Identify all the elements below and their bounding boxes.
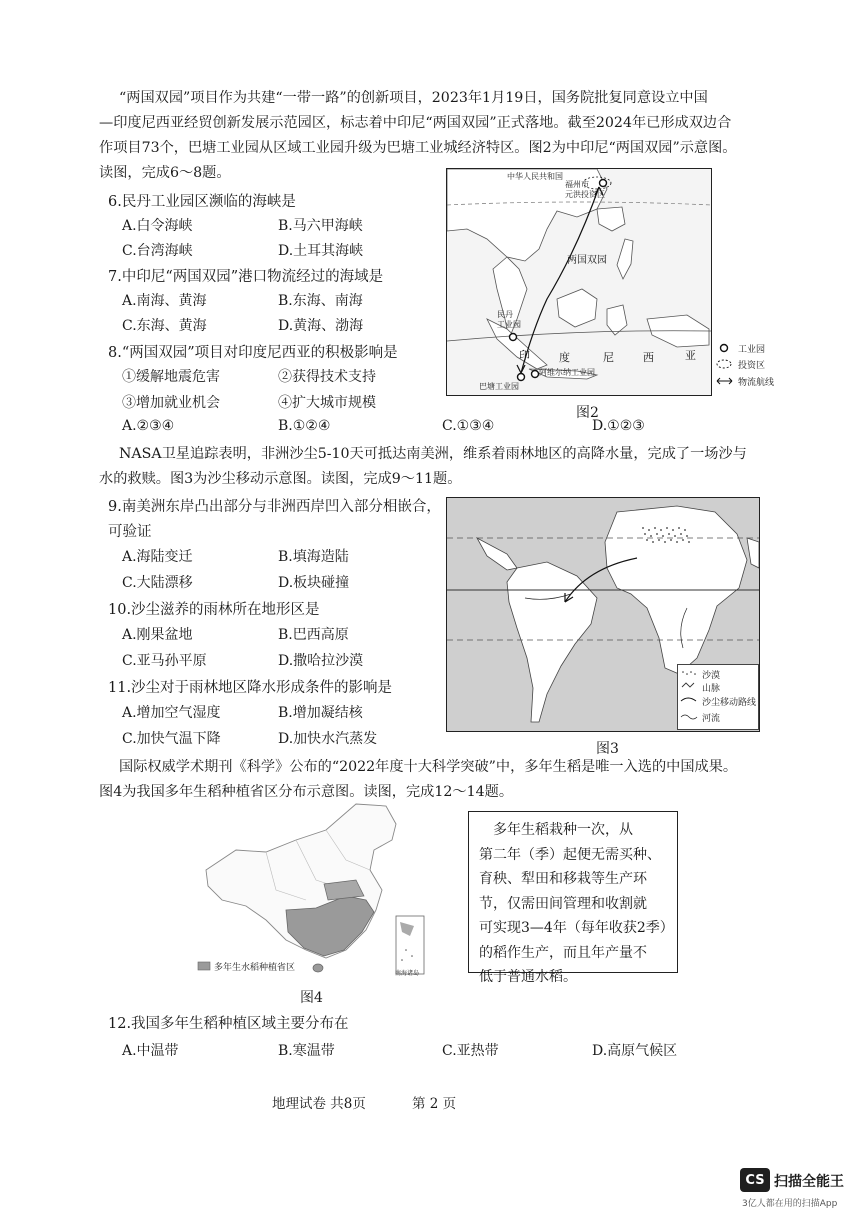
map-label-mindan-park: 工业园	[497, 320, 521, 329]
map-label-batang: 巴塘工业园	[479, 382, 519, 391]
question-9-option-a: A.海陆变迁	[122, 549, 193, 565]
scanner-watermark	[740, 1168, 850, 1208]
map-label-ni: 尼	[603, 351, 614, 364]
question-6-option-d: D.土耳其海峡	[278, 243, 364, 259]
legend-dust-route: 沙尘移动路线	[702, 698, 757, 708]
question-12-option-d: D.高原气候区	[592, 1043, 678, 1059]
figure-2-caption: 图2	[576, 405, 599, 421]
map-label-du: 度	[559, 351, 570, 364]
map-label-yuanhong: 元洪投资区	[565, 190, 605, 199]
map-label-aqiao: 阿维尔纳工业园	[539, 368, 595, 377]
question-6-option-a: A.白令海峡	[122, 218, 193, 234]
figure-4-inset-label: 南海诸岛	[395, 970, 420, 977]
question-12-option-a: A.中温带	[122, 1043, 179, 1059]
figure-3-map	[446, 497, 760, 732]
question-8-option-a: A.②③④	[122, 418, 175, 434]
question-8-option-d: D.①②③	[592, 418, 645, 434]
china-rice-map-graphic	[196, 800, 444, 980]
footer-page-number: 第 2 页	[412, 1096, 457, 1112]
question-8-statement-4: ④扩大城市规模	[278, 395, 376, 411]
question-12-stem: 12.我国多年生稻种植区域主要分布在	[108, 1016, 349, 1032]
map-label-yin: 印	[519, 349, 530, 362]
question-7-option-b: B.东海、南海	[278, 293, 363, 309]
question-8-stem: 8.“两国双园”项目对印度尼西亚的积极影响是	[108, 345, 398, 361]
figure-2-legend	[716, 339, 806, 391]
map-label-china: 中华人民共和国	[507, 172, 563, 181]
question-8-option-c: C.①③④	[442, 418, 495, 434]
question-10-option-d: D.撒哈拉沙漠	[278, 653, 364, 669]
figure-4-legend: 多年生水稻种植省区	[214, 963, 296, 973]
legend-3-symbols	[678, 665, 700, 729]
question-8-statement-1: ①缓解地震危害	[122, 369, 220, 385]
map-label-fuzhou: 福州市	[565, 180, 589, 189]
question-6-stem: 6.民丹工业园区濒临的海峡是	[108, 194, 296, 210]
intro-paragraph-1-line-1: “两国双园”项目作为共建“一带一路”的创新项目，2023年1月19日，国务院批复同意设立中国	[119, 90, 708, 106]
question-11-option-c: C.加快气温下降	[122, 731, 221, 747]
map-label-route: 两国双园	[567, 255, 607, 266]
southeast-asia-map-graphic	[447, 169, 711, 395]
textbox-line-5: 可实现3—4年（每年收获2季）	[479, 920, 674, 936]
textbox-line-4: 节，仅需田间管理和收割就	[479, 895, 647, 912]
map-label-xi: 西	[643, 351, 654, 364]
textbox-line-1: 多年生稻栽种一次，从	[493, 822, 633, 838]
legend-logistics-route: 物流航线	[738, 378, 775, 388]
question-8-statement-3: ③增加就业机会	[122, 395, 220, 411]
textbox-line-2: 第二年（季）起便无需买种、	[479, 846, 661, 863]
intro-paragraph-1-line-4: 读图，完成6～8题。	[99, 165, 231, 181]
scanner-app-name: 扫描全能王	[774, 1174, 844, 1190]
textbox-line-3: 育秧、犁田和移栽等生产环	[479, 871, 647, 887]
question-12-option-b: B.寒温带	[278, 1043, 335, 1059]
figure-3-caption: 图3	[596, 741, 619, 757]
question-9-option-b: B.填海造陆	[278, 549, 349, 565]
question-6-option-c: C.台湾海峡	[122, 243, 193, 259]
intro-paragraph-3-line-2: 图4为我国多年生稻种植省区分布示意图。读图，完成12～14题。	[99, 784, 514, 800]
scanner-app-slogan: 3亿人都在用的扫描App	[742, 1199, 838, 1209]
legend-mountain: 山脉	[702, 684, 721, 694]
legend-desert: 沙漠	[702, 671, 721, 681]
question-8-statement-2: ②获得技术支持	[278, 369, 376, 385]
question-10-stem: 10.沙尘滋养的雨林所在地形区是	[108, 602, 320, 618]
question-9-stem-line-1: 9.南美洲东岸凸出部分与非洲西岸凹入部分相嵌合，	[108, 499, 441, 515]
figure-4-map	[196, 800, 444, 980]
perennial-rice-text-box	[468, 811, 678, 985]
scanner-logo-icon: CS	[740, 1168, 770, 1192]
question-7-option-c: C.东海、黄海	[122, 318, 207, 334]
legend-river: 河流	[702, 714, 721, 724]
question-10-option-b: B.巴西高原	[278, 627, 349, 643]
figure-2-map	[446, 168, 712, 396]
question-11-option-d: D.加快水汽蒸发	[278, 731, 378, 747]
legend-symbols	[716, 339, 736, 391]
question-12-option-c: C.亚热带	[442, 1043, 499, 1059]
question-9-option-d: D.板块碰撞	[278, 575, 350, 591]
question-8-option-b: B.①②④	[278, 418, 331, 434]
intro-paragraph-1-line-2: —印度尼西亚经贸创新发展示范园区，标志着中印尼“两国双园”正式落地。截至2024年已形成双边合	[99, 115, 732, 131]
question-7-stem: 7.中印尼“两国双园”港口物流经过的海域是	[108, 269, 384, 285]
question-9-stem-line-2: 可验证	[108, 524, 152, 540]
intro-paragraph-2-line-2: 水的救赎。图3为沙尘移动示意图。读图，完成9～11题。	[99, 471, 462, 487]
footer-total-pages: 地理试卷 共8页	[272, 1096, 366, 1112]
question-9-option-c: C.大陆漂移	[122, 575, 193, 591]
intro-paragraph-3-line-1: 国际权威学术期刊《科学》公布的“2022年度十大科学突破”中，多年生稻是唯一入选的中国成果。	[119, 759, 738, 775]
map-label-mindan: 民丹	[497, 310, 513, 319]
legend-investment-zone: 投资区	[738, 361, 766, 371]
question-11-option-a: A.增加空气湿度	[122, 705, 221, 721]
question-7-option-a: A.南海、黄海	[122, 293, 207, 309]
intro-paragraph-2-line-1: NASA卫星追踪表明，非洲沙尘5-10天可抵达南美洲，维系着雨林地区的高降水量，完成了一场沙与	[119, 446, 747, 462]
textbox-line-7: 低于普通水稻。	[479, 969, 577, 985]
question-10-option-a: A.刚果盆地	[122, 627, 193, 643]
question-11-stem: 11.沙尘对于雨林地区降水形成条件的影响是	[108, 680, 393, 696]
question-7-option-d: D.黄海、渤海	[278, 318, 364, 334]
intro-paragraph-1-line-3: 作项目73个，巴塘工业园从区域工业园升级为巴塘工业城经济特区。图2为中印尼“两国双园”示意图。	[99, 140, 737, 156]
question-6-option-b: B.马六甲海峡	[278, 218, 363, 234]
textbox-line-6: 的稻作生产，而且年产量不	[479, 944, 647, 961]
figure-3-legend	[677, 664, 759, 730]
figure-4-caption: 图4	[300, 990, 323, 1006]
question-10-option-c: C.亚马孙平原	[122, 653, 207, 669]
question-11-option-b: B.增加凝结核	[278, 705, 363, 721]
map-label-ya: 亚	[685, 349, 696, 362]
legend-industrial-park: 工业园	[738, 345, 766, 355]
